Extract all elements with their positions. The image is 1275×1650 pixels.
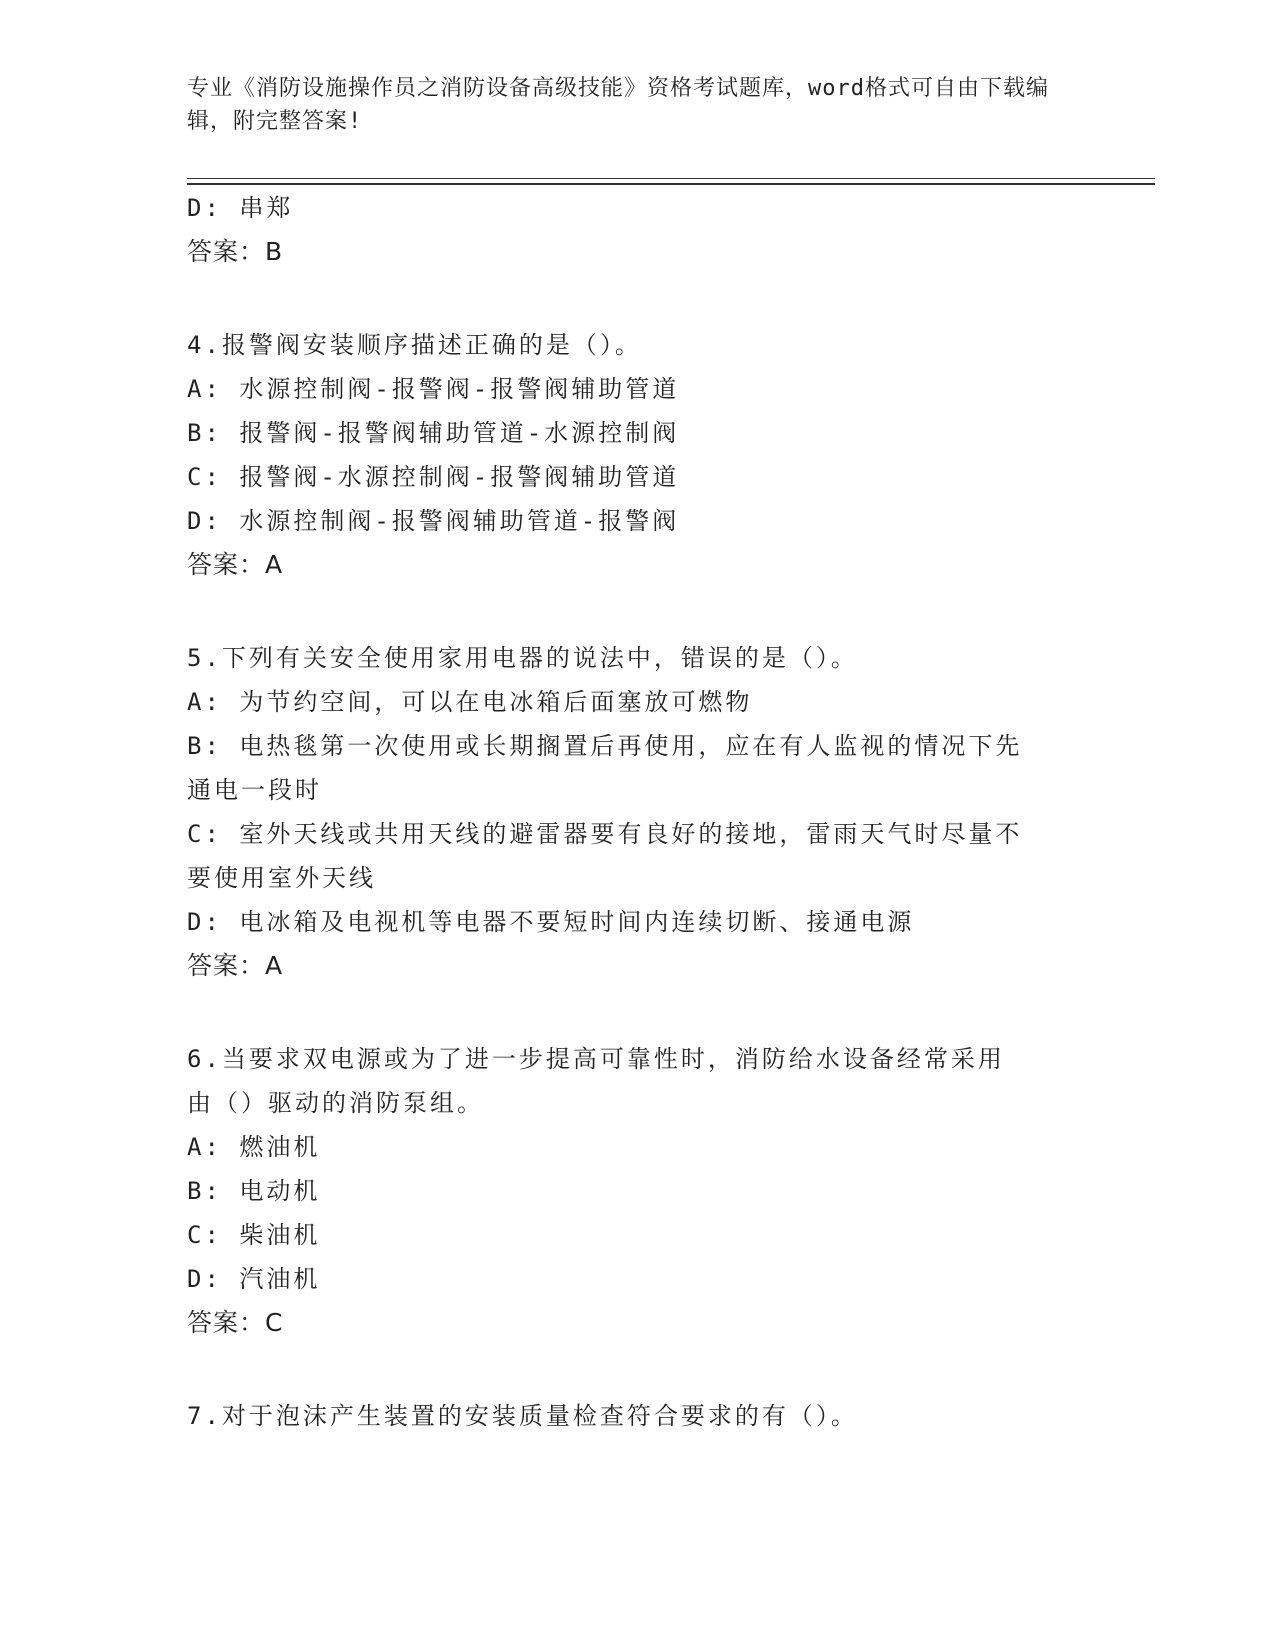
q4-option-d: D: 水源控制阀-报警阀辅助管道-报警阀 — [187, 507, 680, 535]
q6-option-c: C: 柴油机 — [187, 1221, 321, 1249]
q6-option-d: D: 汽油机 — [187, 1265, 321, 1293]
q7-question: 7.对于泡沫产生装置的安装质量检查符合要求的有（）。 — [187, 1402, 858, 1430]
q6-question-line2: 由（）驱动的消防泵组。 — [187, 1089, 484, 1117]
q4-option-a: A: 水源控制阀-报警阀-报警阀辅助管道 — [187, 375, 680, 403]
q5-option-c-line2: 要使用室外天线 — [187, 864, 376, 892]
q4-answer: 答案：A — [187, 550, 284, 579]
q5-option-c-line1: C: 室外天线或共用天线的避雷器要有良好的接地，雷雨天气时尽量不 — [187, 820, 1023, 848]
q3-answer: 答案：B — [187, 237, 284, 266]
q5-option-d: D: 电冰箱及电视机等电器不要短时间内连续切断、接通电源 — [187, 908, 915, 936]
q4-option-c: C: 报警阀-水源控制阀-报警阀辅助管道 — [187, 463, 680, 491]
q6-answer: 答案：C — [187, 1308, 284, 1337]
q6-option-b: B: 电动机 — [187, 1177, 321, 1205]
header-divider-thin — [187, 178, 1155, 179]
header-divider-thick — [187, 183, 1155, 185]
document-header: 专业《消防设施操作员之消防设备高级技能》资格考试题库，word格式可自由下载编辑，附完整答案! — [187, 76, 1049, 134]
q4-question: 4.报警阀安装顺序描述正确的是（）。 — [187, 331, 642, 359]
q5-answer: 答案：A — [187, 951, 284, 980]
q4-option-b: B: 报警阀-报警阀辅助管道-水源控制阀 — [187, 419, 680, 447]
q6-option-a: A: 燃油机 — [187, 1133, 321, 1161]
q5-option-b-line2: 通电一段时 — [187, 776, 322, 804]
q5-option-a: A: 为节约空间，可以在电冰箱后面塞放可燃物 — [187, 688, 753, 716]
q5-question: 5.下列有关安全使用家用电器的说法中，错误的是（）。 — [187, 644, 858, 672]
q3-option-d: D: 串郑 — [187, 194, 294, 222]
q5-option-b-line1: B: 电热毯第一次使用或长期搁置后再使用，应在有人监视的情况下先 — [187, 732, 1023, 760]
q6-question-line1: 6.当要求双电源或为了进一步提高可靠性时，消防给水设备经常采用 — [187, 1045, 1005, 1073]
